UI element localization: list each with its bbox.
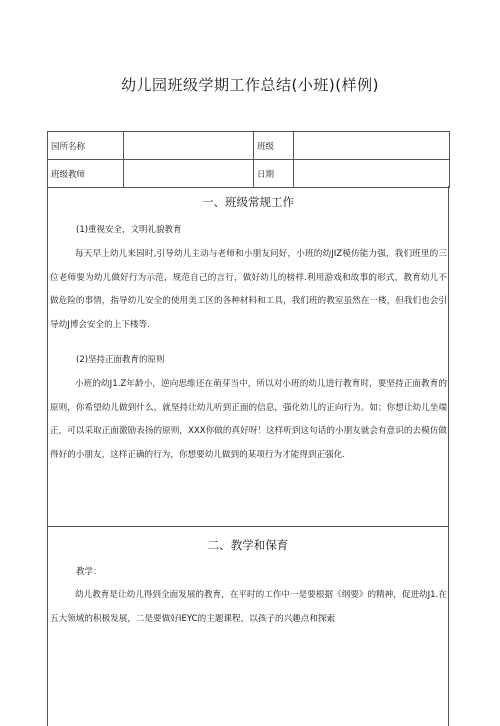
info-row-teacher — [48, 160, 450, 188]
section2-text: 幼儿教育是让幼儿得到全面发展的教育，在平时的工作中一是要根据《纲要》的精神，促进幼J1.在五大领域的积极发展，二是要做好IEYC的主题课程，以孩子的兴趣点和探索 — [50, 590, 447, 624]
date-value[interactable] — [294, 160, 450, 188]
info-table — [47, 131, 450, 188]
kindergarten-name-value[interactable] — [124, 132, 254, 160]
kindergarten-name-label: 园所名称 — [48, 132, 124, 160]
class-value[interactable] — [294, 132, 450, 160]
summary-body — [47, 186, 449, 726]
class-teacher-label: 班级教师 — [48, 160, 124, 188]
section-divider — [48, 526, 448, 527]
section1-item2-heading: (2)坚持正面教育的原则 — [76, 355, 165, 365]
class-teacher-value[interactable] — [124, 160, 254, 188]
info-row-kindergarten — [48, 132, 450, 160]
date-label: 日期 — [254, 160, 294, 188]
section1-item1-text: 每天早上幼儿来园时,引导幼儿主动与老师和小朋友问好，小班的幼JIZ模仿能力强，我们班里的三位老师要为幼儿做好行为示范，规范自己的言行，做好幼儿的榜样.利用游戏和故事的形式，教育幼儿不做危险的事情，指导幼儿安全的使用美工区的各种材料和工具，我们班的教室虽然在一楼，但我们也会引导幼J博会安全的上下楼等. — [50, 249, 447, 330]
section1-item2-text: 小班的幼J1.Z年龄小，逆向思维还在萌芽当中，所以对小班的幼儿进行教育时，要坚持正面教育的原则，你希望幼儿做到什么，就坚持让幼儿听到正面的信息，强化幼儿的正向行为。如；你想让幼儿坐端正，可以采取正面激励表扬的原则，XXX你做的真好呀！这样听到这句话的小朋友就会有意识的去模仿做得好的小朋友，这样正确的行为，你想要幼儿做到的某项行为才能得到正强化. — [50, 379, 447, 460]
section1-item1-heading: (1)重视安全，文明礼貌教育 — [76, 225, 182, 235]
section2-sub-heading: 教学： — [76, 567, 102, 577]
section2-heading: 二、教学和保育 — [207, 538, 289, 552]
page-title: 幼儿园班级学期工作总结(小班)(样例) — [121, 76, 379, 94]
class-label: 班级 — [254, 132, 294, 160]
section1-heading: 一、班级常规工作 — [202, 195, 294, 209]
